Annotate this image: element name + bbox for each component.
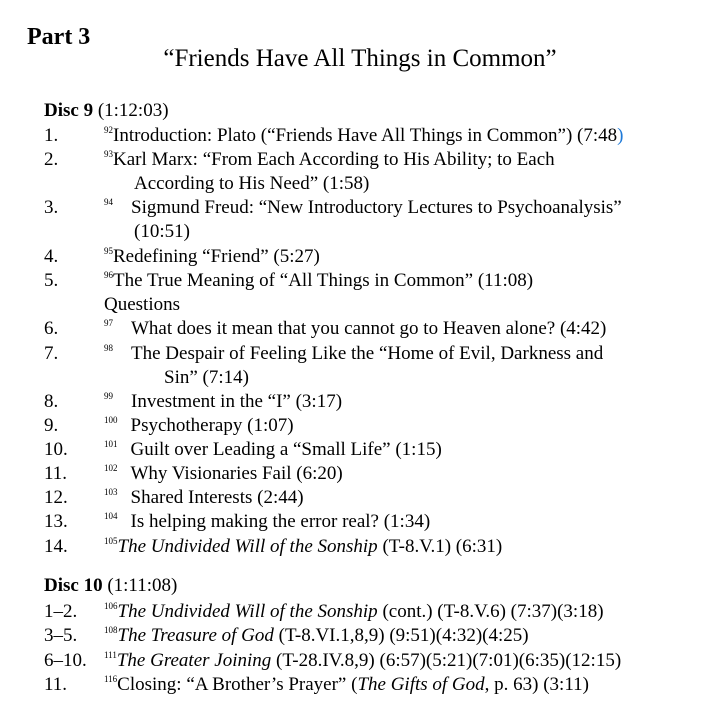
footnote-ref: 111 [104,650,117,660]
track-number: 6–10. [44,650,87,671]
track-number: 10. [44,439,68,460]
track-title: The True Meaning of “All Things in Common” (11:08) [113,270,534,291]
footnote-ref: 98 [104,343,113,353]
footnote-ref: 96 [104,270,113,280]
track-number: 14. [44,536,68,557]
footnote-ref: 106 [104,601,118,611]
track-number: 3. [44,197,59,218]
footnote-ref: 102 [104,463,118,473]
track-close-paren: ) [617,125,624,146]
track-number: 5. [44,270,59,291]
footnote-ref: 108 [104,625,118,635]
track-number: 11. [44,674,68,695]
footnote-ref: 94 [104,197,113,207]
track-title: (T-28.IV.8,9) (6:57)(5:21)(7:01)(6:35)(12:15) [271,650,622,671]
track-number: 3–5. [44,625,78,646]
disc-9-heading [44,100,169,122]
disc-10-label: Disc 10 [44,575,103,596]
track-number: 9. [44,415,59,436]
footnote-ref: 104 [104,511,118,521]
disc-9-duration: (1:12:03) [97,100,169,121]
track-number: 2. [44,149,59,170]
footnote-ref: 99 [104,391,113,401]
footnote-ref: 93 [104,149,113,159]
questions-heading: Questions [104,294,180,315]
track-title-continuation: Sin” (7:14) [164,367,249,388]
track-title-italic: The Undivided Will of the Sonship [117,601,378,622]
track-title: Closing: “A Brother’s Prayer” ( [117,674,358,695]
track-title: The Despair of Feeling Like the “Home of Evil, Darkness and [131,343,604,364]
track-title: Redefining “Friend” (5:27) [113,246,320,267]
track-number: 4. [44,246,59,267]
track-title: Shared Interests (2:44) [130,487,304,508]
track-number: 1. [44,125,59,146]
track-title: Karl Marx: “From Each According to His Ability; to Each [113,149,555,170]
track-title-italic: The Treasure of God [117,625,274,646]
track-number: 8. [44,391,59,412]
disc-10-heading [44,575,177,597]
track-number: 7. [44,343,59,364]
page-title: “Friends Have All Things in Common” [163,45,557,72]
footnote-ref: 95 [104,246,113,256]
track-title: Is helping making the error real? (1:34) [130,511,431,532]
disc-10-duration: (1:11:08) [107,575,178,596]
part-label: Part 3 [27,24,91,50]
footnote-ref: 92 [104,125,113,135]
track-title: Guilt over Leading a “Small Life” (1:15) [130,439,442,460]
track-title-italic: The Greater Joining [116,650,272,671]
track-title-italic: The Undivided Will of the Sonship [117,536,378,557]
footnote-ref: 97 [104,318,113,328]
track-number: 11. [44,463,68,484]
track-title: (T-8.VI.1,8,9) (9:51)(4:32)(4:25) [273,625,529,646]
footnote-ref: 105 [104,536,118,546]
track-title: Psychotherapy (1:07) [130,415,294,436]
track-number: 1–2. [44,601,78,622]
track-title-end: , p. 63) (3:11) [484,674,589,695]
track-title: (T-8.V.1) (6:31) [377,536,503,557]
track-title-continuation: (10:51) [134,221,190,242]
track-number: 6. [44,318,59,339]
track-title-continuation: According to His Need” (1:58) [134,173,370,194]
footnote-ref: 101 [104,439,118,449]
footnote-ref: 103 [104,487,118,497]
track-title-italic: The Gifts of God [357,674,485,695]
track-title: Sigmund Freud: “New Introductory Lectures to Psychoanalysis” [131,197,622,218]
track-number: 12. [44,487,68,508]
track-title: (cont.) (T-8.V.6) (7:37)(3:18) [377,601,604,622]
footnote-ref: 100 [104,415,118,425]
footnote-ref: 116 [104,674,118,684]
track-title: Investment in the “I” (3:17) [131,391,343,412]
disc-9-label: Disc 9 [44,100,94,121]
track-title: What does it mean that you cannot go to Heaven alone? (4:42) [131,318,607,339]
track-title: Introduction: Plato (“Friends Have All Things in Common”) (7:48 [113,125,618,146]
track-title: Why Visionaries Fail (6:20) [130,463,343,484]
track-number: 13. [44,511,68,532]
